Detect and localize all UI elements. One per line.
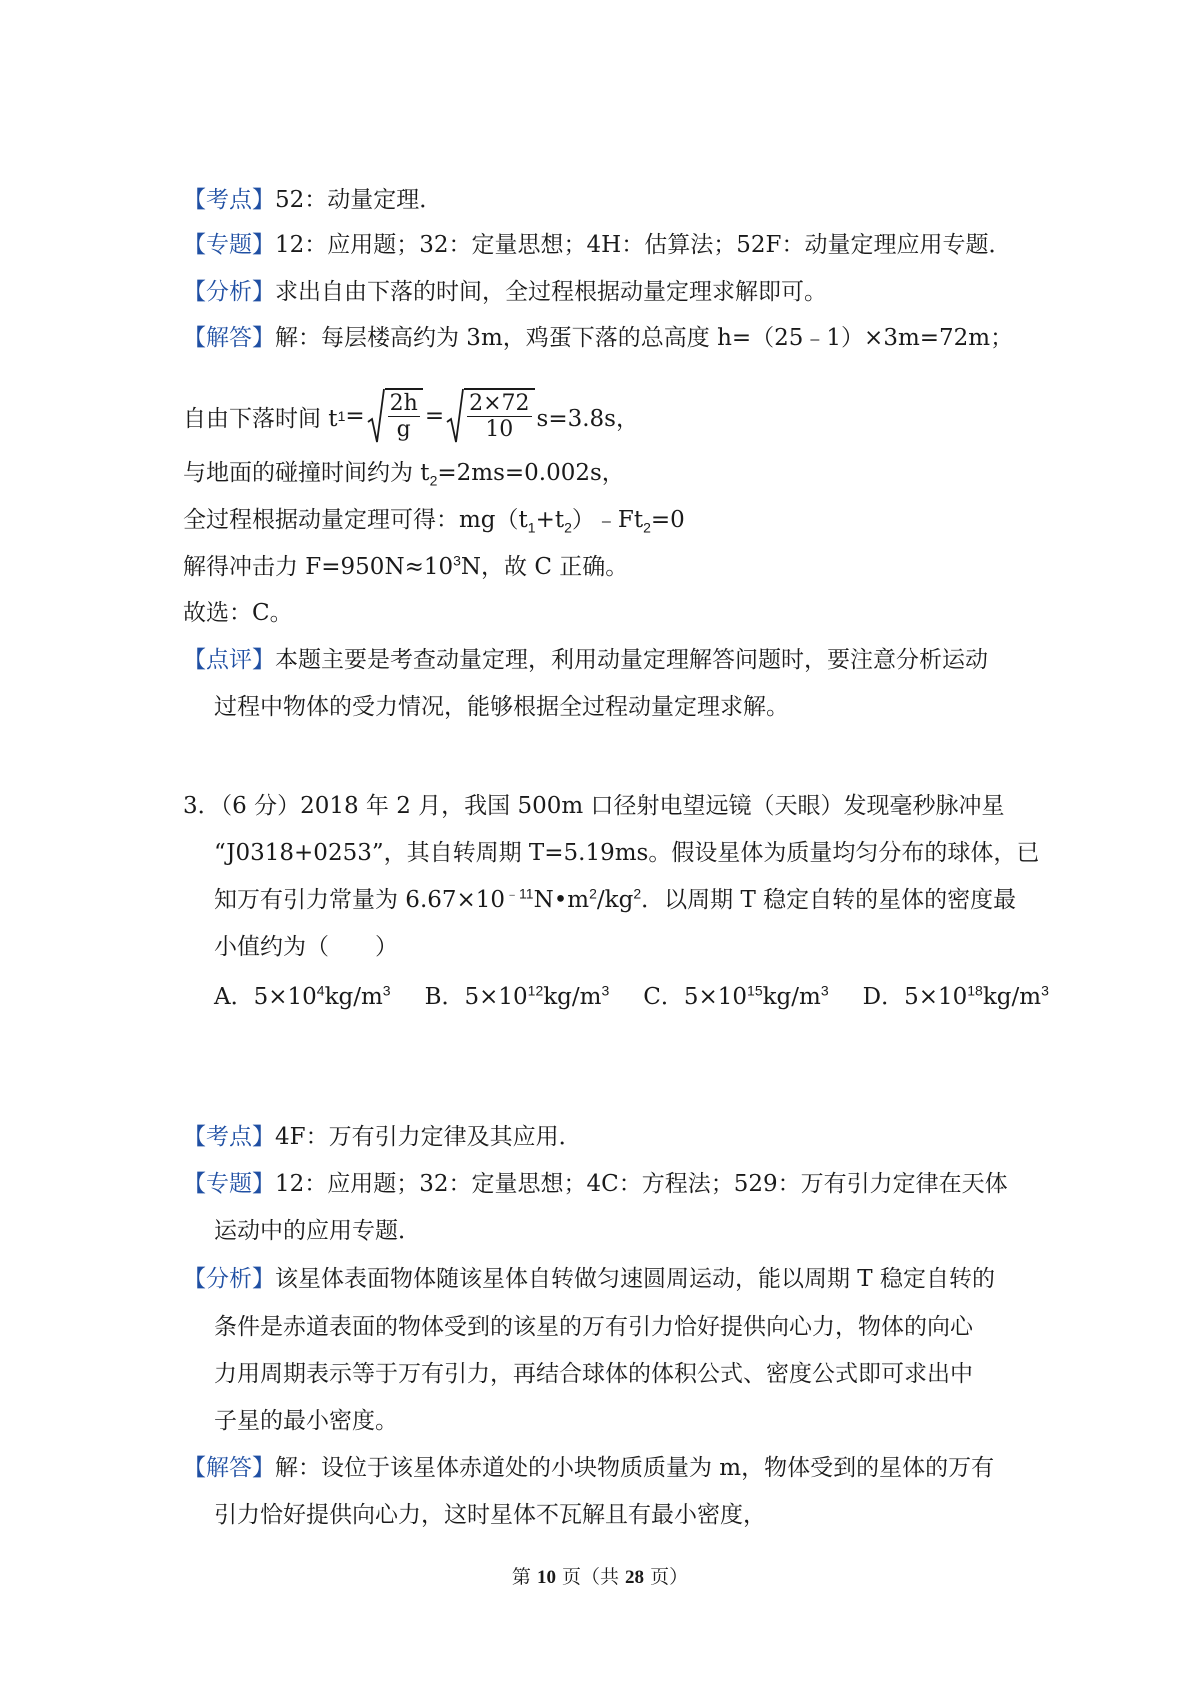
force-part-b: N，故 C 正确。 bbox=[460, 554, 629, 580]
option-d-unit: kg/m bbox=[982, 984, 1042, 1010]
zhuanti-text-2b: 运动中的应用专题． bbox=[214, 1218, 421, 1244]
collision-prefix: 与地面的碰撞时间约为 t bbox=[183, 460, 430, 486]
q3-l3-b: N•m bbox=[533, 887, 590, 913]
kaodian-tag: 【考点】 bbox=[183, 187, 275, 213]
question-3-line-3 bbox=[214, 885, 1016, 915]
force-exponent: 3 bbox=[453, 552, 461, 569]
sqrt2-denominator: 10 bbox=[485, 417, 514, 442]
t2-subscript: 2 bbox=[429, 472, 438, 489]
collision-suffix: =2ms=0.002s， bbox=[437, 460, 625, 486]
momentum-part-c: ）﹣Ft bbox=[571, 507, 644, 533]
footer-prefix: 第 bbox=[511, 1566, 537, 1588]
q3-l3-exp-1: ﹣11 bbox=[505, 885, 534, 902]
option-b-base: B．5×10 bbox=[424, 984, 528, 1010]
option-a-unit: kg/m bbox=[324, 984, 383, 1010]
fenxi-tag-2: 【分析】 bbox=[183, 1266, 275, 1292]
fenxi-line-2 bbox=[183, 1264, 995, 1294]
zhuanti-tag: 【专题】 bbox=[183, 232, 275, 258]
dianping-text-1: 本题主要是考查动量定理，利用动量定理解答问题时，要注意分析运动 bbox=[275, 647, 988, 673]
force-part-a: 解得冲击力 F=950N≈10 bbox=[183, 554, 454, 580]
zhuanti-line-2b bbox=[214, 1216, 421, 1246]
question-3-text-4: 小值约为（ ） bbox=[214, 934, 398, 960]
option-c-exp: 15 bbox=[747, 982, 763, 999]
option-c-unit-exp: 3 bbox=[820, 982, 829, 999]
kaodian-text-2: 4F：万有引力定律及其应用． bbox=[275, 1124, 582, 1150]
jieda-line-2b bbox=[214, 1500, 766, 1530]
page-number: 10 bbox=[536, 1567, 556, 1588]
question-3-text-1: 3．（6 分）2018 年 2 月，我国 500m 口径射电望远镜（天眼）发现毫秒脉冲星 bbox=[183, 793, 1005, 819]
fenxi-line-2c bbox=[214, 1359, 973, 1389]
option-a[interactable] bbox=[214, 978, 391, 1011]
option-a-unit-exp: 3 bbox=[382, 982, 391, 999]
momentum-sub-2: 2 bbox=[564, 519, 572, 536]
option-b-unit: kg/m bbox=[543, 984, 602, 1010]
zhuanti-line-1 bbox=[183, 230, 1011, 260]
kaodian-line-2 bbox=[183, 1122, 582, 1152]
zhuanti-line-2 bbox=[183, 1169, 1008, 1199]
option-b-unit-exp: 3 bbox=[601, 982, 610, 999]
fall-time-equation: 自由下落时间 t 1 = $\frac{2h}{g}$ = $\frac{2\times 72}{10}$ s=3.8s， bbox=[183, 386, 639, 446]
sqrt2-numerator: 2×72 bbox=[469, 391, 530, 416]
question-3-line-1 bbox=[183, 791, 1005, 821]
fenxi-text-2a: 该星体表面物体随该星体自转做匀速圆周运动，能以周期 T 稳定自转的 bbox=[275, 1266, 995, 1292]
option-c-base: C．5×10 bbox=[643, 984, 748, 1010]
answer-choice: 故选：C。 bbox=[183, 600, 293, 626]
sqrt-2x72-over-10 bbox=[446, 388, 534, 444]
kaodian-text: 52：动量定理． bbox=[275, 187, 443, 213]
momentum-equation-line bbox=[183, 505, 685, 535]
jieda-line-2 bbox=[183, 1453, 994, 1483]
fall-time-result: s=3.8s， bbox=[536, 405, 639, 432]
equals-sign-2: = bbox=[424, 403, 445, 429]
equals-sign-1: = bbox=[345, 403, 365, 429]
radical-sign-icon bbox=[367, 388, 385, 444]
option-b[interactable] bbox=[425, 978, 610, 1011]
kaodian-tag-2: 【考点】 bbox=[183, 1124, 275, 1150]
sqrt1-numerator: 2h bbox=[389, 391, 418, 416]
q3-l3-d: ．以周期 T 稳定自转的星体的密度最 bbox=[641, 887, 1017, 913]
q3-l3-exp-2: 2 bbox=[589, 885, 597, 902]
radical-sign-icon bbox=[446, 388, 464, 444]
fenxi-line-2b bbox=[214, 1312, 973, 1342]
fenxi-text-2d: 子星的最小密度。 bbox=[214, 1408, 398, 1434]
sqrt-2h-over-g bbox=[367, 388, 423, 444]
q3-l3-a: 知万有引力常量为 6.67×10 bbox=[214, 887, 506, 913]
momentum-sub-3: 2 bbox=[643, 519, 651, 536]
kaodian-line-1 bbox=[183, 185, 442, 215]
option-c-unit: kg/m bbox=[762, 984, 821, 1010]
fenxi-line-1 bbox=[183, 277, 827, 307]
momentum-part-a: 全过程根据动量定理可得：mg（t bbox=[183, 507, 528, 533]
zhuanti-tag-2: 【专题】 bbox=[183, 1171, 275, 1197]
jieda-text-2a: 解：设位于该星体赤道处的小块物质质量为 m，物体受到的星体的万有 bbox=[275, 1455, 995, 1481]
zhuanti-text: 12：应用题；32：定量思想；4H：估算法；52F：动量定理应用专题． bbox=[275, 232, 1012, 258]
jieda-line-1 bbox=[183, 323, 1013, 353]
option-d-unit-exp: 3 bbox=[1041, 982, 1049, 999]
jieda-text: 解：每层楼高约为 3m，鸡蛋下落的总高度 h=（25﹣1）×3m=72m； bbox=[275, 325, 1014, 351]
fenxi-text-2c: 力用周期表示等于万有引力，再结合球体的体积公式、密度公式即可求出中 bbox=[214, 1361, 973, 1387]
footer-middle: 页（共 bbox=[555, 1566, 626, 1588]
option-d-exp: 18 bbox=[967, 982, 983, 999]
option-c[interactable] bbox=[643, 978, 828, 1011]
jieda-tag-2: 【解答】 bbox=[183, 1455, 275, 1481]
q3-l3-c: /kg bbox=[596, 887, 634, 913]
dianping-line-1 bbox=[183, 645, 988, 675]
option-b-exp: 12 bbox=[527, 982, 544, 999]
fenxi-text: 求出自由下落的时间，全过程根据动量定理求解即可。 bbox=[275, 279, 827, 305]
fenxi-text-2b: 条件是赤道表面的物体受到的该星的万有引力恰好提供向心力，物体的向心 bbox=[214, 1314, 973, 1340]
dianping-line-2 bbox=[214, 692, 789, 722]
force-result-line bbox=[183, 552, 628, 582]
question-3-line-4 bbox=[214, 932, 398, 962]
question-3-line-2 bbox=[214, 838, 1039, 868]
answer-choice-line bbox=[183, 598, 293, 628]
option-a-base: A．5×10 bbox=[214, 984, 317, 1010]
zhuanti-text-2a: 12：应用题；32：定量思想；4C：方程法；529：万有引力定律在天体 bbox=[275, 1171, 1008, 1197]
fenxi-tag: 【分析】 bbox=[183, 279, 275, 305]
sqrt1-denominator: g bbox=[396, 417, 411, 442]
momentum-part-b: +t bbox=[535, 507, 565, 533]
footer-suffix: 页） bbox=[644, 1566, 689, 1588]
jieda-tag: 【解答】 bbox=[183, 325, 275, 351]
dianping-text-2: 过程中物体的受力情况，能够根据全过程动量定理求解。 bbox=[214, 694, 789, 720]
answer-options bbox=[214, 978, 1083, 1011]
momentum-sub-1: 1 bbox=[527, 519, 536, 536]
fenxi-line-2d bbox=[214, 1406, 398, 1436]
q3-l3-exp-3: 2 bbox=[633, 885, 642, 902]
option-d[interactable] bbox=[863, 978, 1049, 1011]
jieda-text-2b: 引力恰好提供向心力，这时星体不瓦解且有最小密度， bbox=[214, 1502, 766, 1528]
option-a-exp: 4 bbox=[316, 982, 325, 999]
collision-time-line bbox=[183, 458, 625, 488]
dianping-tag: 【点评】 bbox=[183, 647, 275, 673]
total-pages: 28 bbox=[625, 1567, 645, 1588]
question-3-text-2: “J0318+0253”，其自转周期 T=5.19ms。假设星体为质量均匀分布的球体，已 bbox=[214, 840, 1040, 866]
fall-time-prefix: 自由下落时间 t bbox=[183, 405, 338, 432]
option-d-base: D．5×10 bbox=[862, 984, 968, 1010]
momentum-part-d: =0 bbox=[650, 507, 685, 533]
page-footer bbox=[0, 1562, 1200, 1589]
